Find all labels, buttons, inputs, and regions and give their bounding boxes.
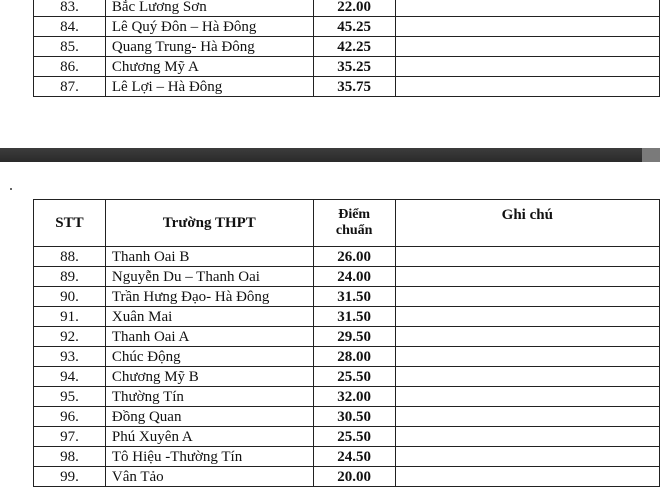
row-stt: 96.: [34, 407, 106, 427]
row-stt: 84.: [34, 17, 106, 37]
table-row: [34, 407, 660, 427]
row-stt: 92.: [34, 327, 106, 347]
row-score: 35.25: [313, 57, 395, 77]
row-note: [395, 347, 659, 367]
row-note: [395, 37, 659, 57]
row-score: 30.50: [313, 407, 395, 427]
score-table-top-body: [34, 0, 660, 97]
row-score: 25.50: [313, 427, 395, 447]
row-school-name: Chương Mỹ B: [105, 367, 313, 387]
table-row: [34, 37, 660, 57]
row-stt: 94.: [34, 367, 106, 387]
row-score: 29.50: [313, 327, 395, 347]
row-stt: 85.: [34, 37, 106, 57]
row-stt: 88.: [34, 247, 106, 267]
row-note: [395, 267, 659, 287]
score-table-top: [33, 0, 660, 97]
row-note: [395, 287, 659, 307]
row-school-name: Bắc Lương Sơn: [105, 0, 313, 17]
table-row: [34, 57, 660, 77]
row-school-name: Lê Quý Đôn – Hà Đông: [105, 17, 313, 37]
row-note: [395, 367, 659, 387]
table-row: [34, 467, 660, 487]
table-row: [34, 247, 660, 267]
score-table-header: [34, 200, 660, 247]
row-score: 32.00: [313, 387, 395, 407]
row-school-name: Phú Xuyên A: [105, 427, 313, 447]
row-school-name: Thanh Oai B: [105, 247, 313, 267]
row-stt: 86.: [34, 57, 106, 77]
row-score: 31.50: [313, 287, 395, 307]
row-school-name: Chương Mỹ A: [105, 57, 313, 77]
row-school-name: Quang Trung- Hà Đông: [105, 37, 313, 57]
row-note: [395, 327, 659, 347]
row-stt: 91.: [34, 307, 106, 327]
table-row: [34, 427, 660, 447]
row-school-name: Thường Tín: [105, 387, 313, 407]
table-row: [34, 287, 660, 307]
row-score: 35.75: [313, 77, 395, 97]
document-page-top: [0, 0, 660, 148]
row-stt: 95.: [34, 387, 106, 407]
row-note: [395, 77, 659, 97]
row-stt: 87.: [34, 77, 106, 97]
score-table-bottom: [33, 199, 660, 487]
row-score: 31.50: [313, 307, 395, 327]
row-score: 24.00: [313, 267, 395, 287]
page-mark: [10, 188, 12, 190]
row-score: 24.50: [313, 447, 395, 467]
row-score: 42.25: [313, 37, 395, 57]
row-score: 22.00: [313, 0, 395, 17]
row-stt: 90.: [34, 287, 106, 307]
row-stt: 83.: [34, 0, 106, 17]
row-note: [395, 387, 659, 407]
header-stt: STT: [34, 200, 106, 247]
row-stt: 89.: [34, 267, 106, 287]
header-score-line1: Điểm: [338, 207, 371, 222]
table-row: [34, 17, 660, 37]
table-row: [34, 0, 660, 17]
row-score: 25.50: [313, 367, 395, 387]
row-score: 28.00: [313, 347, 395, 367]
row-note: [395, 0, 659, 17]
header-school: Trường THPT: [105, 200, 313, 247]
header-score-line2: chuẩn: [335, 223, 373, 238]
table-row: [34, 327, 660, 347]
row-note: [395, 307, 659, 327]
document-page-bottom: [0, 162, 660, 485]
row-school-name: Vân Tảo: [105, 467, 313, 487]
table-row: [34, 387, 660, 407]
row-note: [395, 447, 659, 467]
row-note: [395, 427, 659, 447]
row-note: [395, 407, 659, 427]
table-row: [34, 307, 660, 327]
page-separator-edge: [642, 148, 660, 162]
header-note: Ghi chú: [395, 200, 659, 247]
row-stt: 99.: [34, 467, 106, 487]
row-score: 26.00: [313, 247, 395, 267]
row-stt: 93.: [34, 347, 106, 367]
row-school-name: Chúc Động: [105, 347, 313, 367]
row-school-name: Nguyễn Du – Thanh Oai: [105, 267, 313, 287]
row-stt: 97.: [34, 427, 106, 447]
row-school-name: Tô Hiệu -Thường Tín: [105, 447, 313, 467]
score-table-bottom-body: [34, 247, 660, 487]
row-school-name: Thanh Oai A: [105, 327, 313, 347]
row-score: 45.25: [313, 17, 395, 37]
header-score: [313, 200, 395, 247]
row-school-name: Lê Lợi – Hà Đông: [105, 77, 313, 97]
row-note: [395, 247, 659, 267]
row-note: [395, 467, 659, 487]
table-row: [34, 267, 660, 287]
table-row: [34, 77, 660, 97]
row-score: 20.00: [313, 467, 395, 487]
table-row: [34, 347, 660, 367]
row-school-name: Trần Hưng Đạo- Hà Đông: [105, 287, 313, 307]
table-row: [34, 367, 660, 387]
row-school-name: Xuân Mai: [105, 307, 313, 327]
row-note: [395, 57, 659, 77]
row-school-name: Đồng Quan: [105, 407, 313, 427]
page-separator: [0, 148, 660, 162]
table-row: [34, 447, 660, 467]
header-row: [34, 200, 660, 247]
row-stt: 98.: [34, 447, 106, 467]
row-note: [395, 17, 659, 37]
